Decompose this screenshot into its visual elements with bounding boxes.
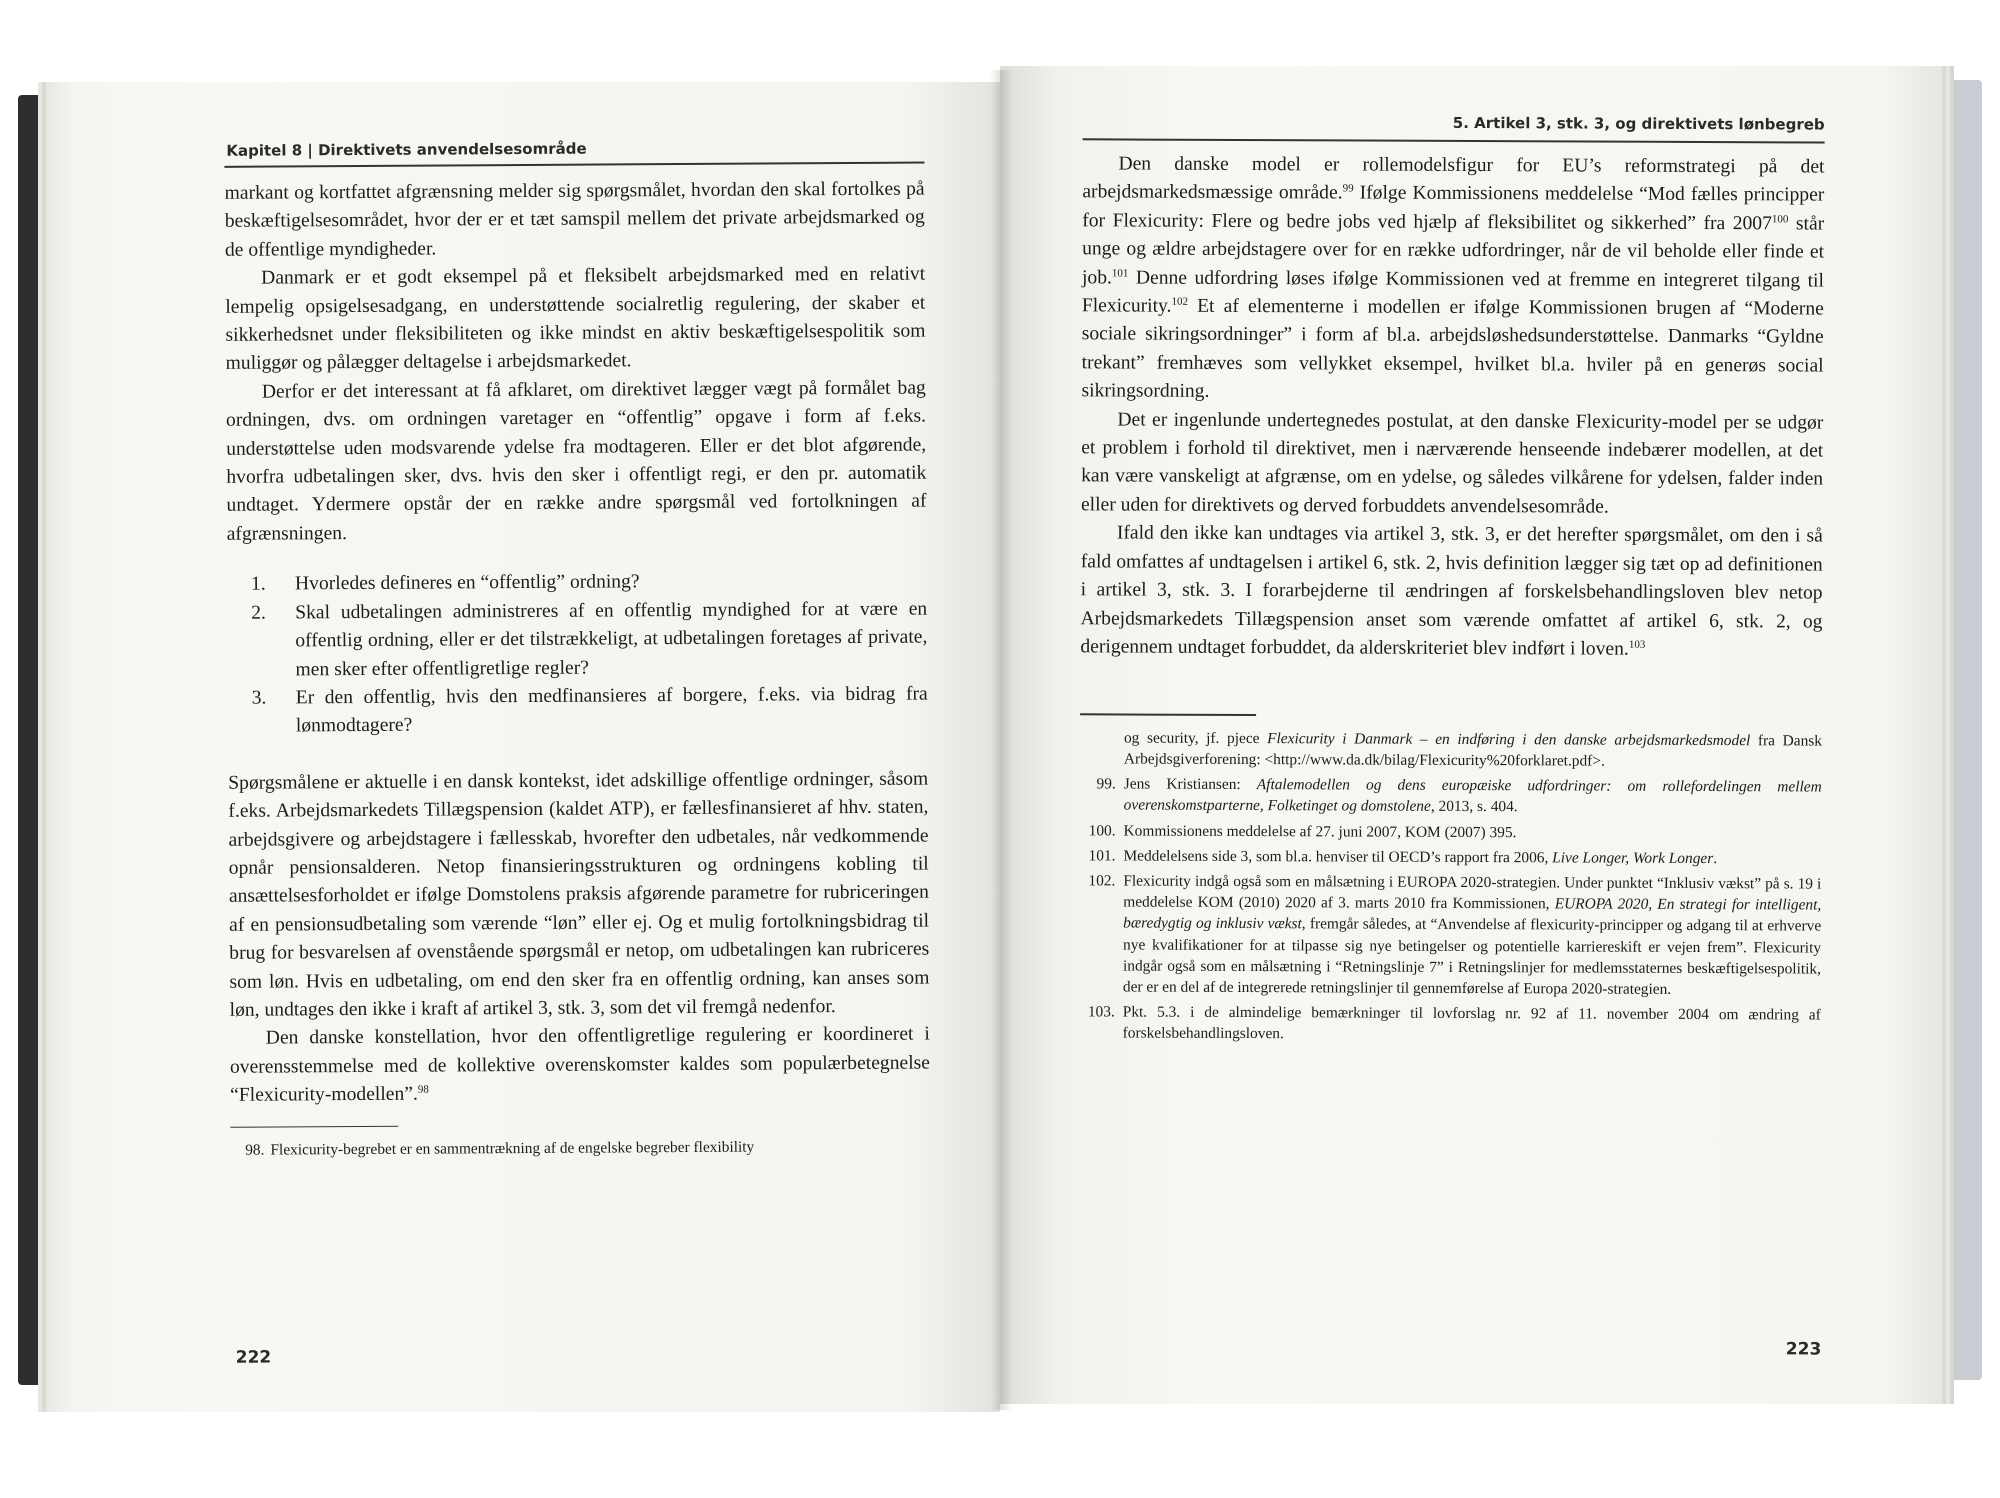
right-text-block: [1079, 150, 1825, 1051]
footnote-text: Meddelelsens side 3, som bl.a. henviser til OECD’s rapport fra 2006,: [1123, 847, 1553, 867]
footnote-number: 103.: [1087, 1003, 1115, 1021]
footnote-103: [1079, 1002, 1821, 1048]
footnote-99: [1080, 774, 1822, 820]
left-head-rule: [224, 162, 924, 168]
left-page: [46, 82, 1000, 1412]
left-footnote-rule: [230, 1125, 398, 1128]
right-paragraph-1-part: Et af elementerne i modellen er ifølge Kommissionen brugen af “Moderne sociale sikringsordninger” i form af bl.a. arbejdsløshedsunderstøttelse. Danmarks “Gyldne trekant” fremhæves som vellykket eksempel, hvilket bl.a. hviler på en generøs social sikringsordning.: [1081, 295, 1824, 403]
footnote-title: Aftalemodellen og dens europæiske udfordringer: om rollefordelingen mellem overenskomstparterne, Folketinget og domstolene: [1123, 776, 1822, 816]
left-text-block: [225, 176, 931, 1166]
footnote-text: fra Dansk Arbejdsgiverforening: <http://www.da.dk/bilag/Flexicurity%20forklaret.pdf>.: [1123, 732, 1823, 770]
footnote-100: [1080, 820, 1822, 844]
book-gutter: [990, 70, 1012, 1410]
footnote-text: Kommissionens meddelelse af 27. juni 2007, KOM (2007) 395.: [1123, 822, 1517, 841]
left-paragraph-1: markant og kortfattet afgrænsning melder sig spørgsmålet, hvordan den skal fortolkes på beskæftigelsesområdet, hvor der er et tæt samspil mellem det private arbejdsmarked og de offentlige myndigheder.: [224, 178, 925, 261]
footnote-title: EUROPA 2020, En strategi for intelligent, bæredygtig og inklusiv vækst: [1123, 895, 1822, 933]
question-number: 2.: [251, 602, 266, 624]
footnote-ref-103[interactable]: 103: [1628, 638, 1646, 651]
right-footnotes: [1079, 727, 1822, 1047]
footnote-number: 102.: [1088, 872, 1116, 890]
left-page-number: 222: [235, 1347, 272, 1368]
footnote-number: 99.: [1096, 775, 1116, 793]
footnote-ref-101[interactable]: 101: [1111, 267, 1129, 280]
footnote-102: [1079, 870, 1822, 1000]
right-paragraph-1-part: Den danske model er rollemodelsfigur for EU’s reformstrategi på det arbejdsmarkedsmæssige område.: [1082, 153, 1825, 204]
footnote-101: [1079, 845, 1821, 869]
right-paragraph-3-text: Ifald den ikke kan undtages via artikel 3, stk. 3, er det herefter spørgsmålet, om den i så fald omfattes af undtagelsen i artikel 6, stk. 2, hvis definition lægger sig tæt op ad definitionen i artikel 3, stk. 3. I forarbejderne til ændringen af forskelsbehandlingsloven blev netop Arbejdsmarkedets Tillægspension anset som værende omfattet af artikel 6, stk. 2, og derigennem undtaget forbuddet, da alderskriteriet blev indført i loven.: [1080, 522, 1823, 660]
footnote-98: [230, 1136, 930, 1161]
footnote-ref-99[interactable]: 99: [1342, 182, 1354, 195]
footnote-ref-102[interactable]: 102: [1171, 295, 1189, 308]
right-paragraph-2: Det er ingenlunde undertegnedes postulat, at den danske Flexicurity-model per se udgør et problem i forhold til direktivet, men i nærværende henseende indebærer modellen, at det kan være vanskeligt at afgrænse, om en ydelse, og således vilkårene for ydelsen, falder inden eller uden for direktivets og derved forbuddets anvendelsesområde.: [1080, 409, 1824, 518]
left-footnotes: [230, 1136, 930, 1161]
right-page-number: 223: [1785, 1339, 1822, 1360]
question-text: Hvorledes defineres en “offentlig” ordning?: [294, 571, 640, 595]
left-paragraph-5-text: Den danske konstellation, hvor den offentligretlige regulering er koordineret i overensstemmelse med de kollektive overenskomster kaldes som populærbetegnelse “Flexicurity-modellen”.: [229, 1023, 931, 1106]
question-list: [227, 567, 928, 742]
footnote-title: Live Longer, Work Longer: [1552, 849, 1714, 867]
footnote-text: , fremgår således, at “Anvendelse af flexicurity-principper og adgang til at erhverve nye kvalifikationer for at tilpasse sig nye betingelser og potentielle karriereskift er vejen frem”. Flexicurity indgår også som en målsætning i “Retningslinje 7” i Retningslinjer for medlemsstaternes beskæftigelsespolitik, der er en del af de integrerede retningslinjer til gennemførelse af Europa 2020-strategien.: [1122, 915, 1822, 998]
footnote-text: Flexicurity indgå også som en målsætning i EUROPA 2020-strategien. Under punktet “Inklusiv vækst” på s. 19 i meddelelse KOM (2010) 2020 af 3. marts 2010 fra Kommissionen,: [1123, 872, 1822, 913]
footnote-98-continued: [1080, 727, 1822, 773]
question-text: Skal udbetalingen administreres af en offentlig myndighed for at være en offentlig ordning, eller er det tilstrækkeligt, at udbetalingen foretages af private, men sker efter offentligretlige regler?: [295, 598, 928, 680]
question-item: [228, 680, 928, 741]
question-text: Er den offentlig, hvis den medfinansieres af borgere, f.eks. via bidrag fra lønmodtagere?: [295, 683, 928, 737]
right-running-head: 5. Artikel 3, stk. 3, og direktivets lønbegreb: [1452, 113, 1825, 134]
footnote-text: og security, jf. pjece: [1123, 729, 1268, 747]
right-paragraph-1: [1081, 150, 1824, 409]
right-paragraph-1-part: Ifølge Kommissionens meddelelse “Mod fælles principper for Flexicurity: Flere og bedre jobs ved hjælp af fleksibilitet og sikkerhed” fra 2007: [1082, 182, 1825, 235]
footnote-text: Pkt. 5.3. i de almindelige bemærkninger til lovforslag nr. 92 af 11. november 2004 om ændring af forskelsbehandlingsloven.: [1122, 1003, 1821, 1043]
left-running-head: Kapitel 8 | Direktivets anvendelsesområde: [226, 139, 587, 160]
footnote-ref-100[interactable]: 100: [1771, 213, 1789, 226]
footnote-number: 98.: [245, 1141, 265, 1159]
left-paragraph-4: Spørgsmålene er aktuelle i en dansk kontekst, idet adskillige offentlige ordninger, såsom f.eks. Arbejdsmarkedets Tillægspension (kaldet ATP), er fællesfinansieret af hhv. staten, arbejdsgivere og arbejdstagere i fællesskab, hvorefter den udbetales, når vedkommende opnår pensionsalderen. Netop finansieringsstrukturen og ordningens kobling til ansættelsesforholdet er ifølge Domstolens praksis afgørende parametre for rubriceringen af en pensionsudbetaling som værende “løn” eller ej. Og et mulig fortolkningsbidrag til brug for besvarelsen af ovenstående spørgsmål er netop, om udbetalingen kan rubriceres som løn. Hvis en udbetaling, om end den sker fra en offentlig ordning, kan anses som løn, undtages den ikke i kraft af artikel 3, stk. 3, som det vil fremgå nedenfor.: [228, 768, 930, 1021]
right-page: [1000, 66, 1942, 1404]
right-paragraph-3: [1080, 520, 1823, 665]
footnote-text: .: [1713, 849, 1718, 867]
footnote-number: 100.: [1088, 821, 1116, 840]
right-head-rule: [1083, 138, 1825, 143]
footnote-title: Flexicurity i Danmark – en indføring i den danske arbejdsmarkedsmodel: [1267, 729, 1751, 750]
question-number: 1.: [250, 573, 266, 595]
left-paragraph-5: [230, 1021, 931, 1110]
footnote-text: , 2013, s. 404.: [1430, 798, 1518, 816]
question-item: [227, 595, 928, 684]
footnote-text: Flexicurity-begrebet er en sammentrækning af de engelske begreber flexibility: [270, 1138, 755, 1159]
footnote-ref-98[interactable]: 98: [417, 1083, 429, 1096]
question-number: 3.: [251, 687, 267, 709]
right-paragraph-1-part: står unge og ældre arbejdstagere over for en række udfordringer, når de vil beholde eller finde et job.: [1081, 213, 1825, 289]
right-paragraph-1-part: Denne udfordring løses ifølge Kommissionen ved at fremme en integreret tilgang til Flexicurity.: [1081, 267, 1825, 317]
question-item: [227, 567, 927, 600]
left-paragraph-2: Danmark er et godt eksempel på et fleksibelt arbejdsmarked med en relativt lempelig opsigelsesadgang, en understøttende socialretlig regulering, der skaber et sikkerhedsnet under fleksibiliteten og ikke mindst en aktiv beskæftigelsespolitik som muliggør og pålægger deltagelse i arbejdsmarkedet.: [225, 263, 926, 375]
left-paragraph-3: Derfor er det interessant at få afklaret, om direktivet lægger vægt på formålet bag ordningen, dvs. om ordningen varetager en “offentlig” opgave i form af f.eks. understøttelse uden modsvarende ydelse fra modtageren. Eller er det blot afgørende, hvorfra udbetalingen sker, dvs. hvis den sker i offentligt regi, er den pr. automatik undtaget. Ydermere opstår der en række andre spørgsmål ved fortolkningen af afgrænsningen.: [225, 377, 927, 545]
right-footnote-rule: [1080, 714, 1256, 716]
footnote-number: 101.: [1088, 847, 1116, 865]
footnote-text: Jens Kristiansen:: [1123, 775, 1257, 794]
